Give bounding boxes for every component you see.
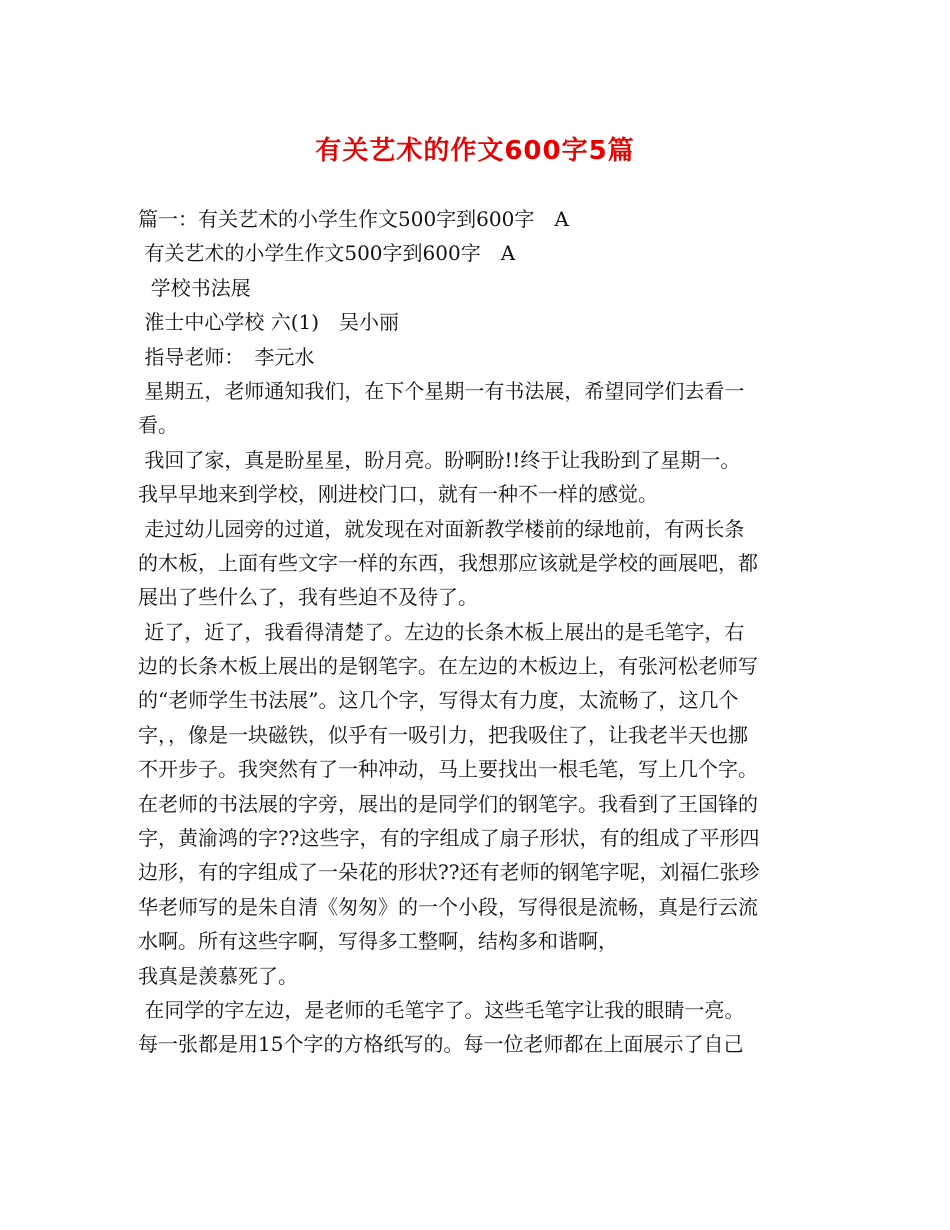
text-line: 字，黄渝鸿的字??这些字，有的字组成了扇子形状，有的组成了平形四 — [138, 826, 760, 851]
text-line: 展出了些什么了，我有些迫不及待了。 — [138, 585, 478, 610]
text-line: 华老师写的是朱自清《匆匆》的一个小段，写得很是流畅，真是行云流 — [138, 894, 758, 919]
text-line: 的木板，上面有些文字一样的东西，我想那应该就是学校的画展吧，都 — [138, 550, 758, 575]
text-line: 看。 — [138, 413, 178, 438]
text-line: 边形，有的字组成了一朵花的形状??还有老师的钢笔字呢，刘福仁张珍 — [138, 860, 760, 885]
text-line: 我回了家，真是盼星星，盼月亮。盼啊盼!!终于让我盼到了星期一。 — [138, 447, 741, 472]
text-line: 星期五，老师通知我们，在下个星期一有书法展，希望同学们去看一 — [138, 378, 745, 403]
text-line: 在老师的书法展的字旁，展出的是同学们的钢笔字。我看到了王国锋的 — [138, 791, 758, 816]
text-line: 不开步子。我突然有了一种冲动，马上要找出一根毛笔，写上几个字。 — [138, 757, 758, 782]
text-line: 的“老师学生书法展”。这几个字，写得太有力度，太流畅了，这几个 — [138, 688, 739, 713]
text-line: 学校书法展 — [138, 275, 251, 300]
text-line: 在同学的字左边，是老师的毛笔字了。这些毛笔字让我的眼睛一亮。 — [138, 997, 745, 1022]
document-title: 有关艺术的作文600字5篇 — [315, 136, 635, 166]
text-line: 每一张都是用15个字的方格纸写的。每一位老师都在上面展示了自己 — [138, 1032, 744, 1057]
text-line: 走过幼儿园旁的过道，就发现在对面新教学楼前的绿地前，有两长条 — [138, 516, 745, 541]
text-line: 淮士中心学校 六(1) 吴小丽 — [138, 310, 400, 335]
text-line: 边的长条木板上展出的是钢笔字。在左边的木板边上，有张河松老师写 — [138, 654, 758, 679]
text-line: 我早早地来到学校，刚进校门口，就有一种不一样的感觉。 — [138, 482, 658, 507]
text-line: 水啊。所有这些字啊，写得多工整啊，结构多和谐啊， — [138, 929, 618, 954]
text-line: 指导老师： 李元水 — [138, 344, 315, 369]
text-line: 近了，近了，我看得清楚了。左边的长条木板上展出的是毛笔字，右 — [138, 619, 745, 644]
document-body — [138, 202, 818, 1062]
text-line: 篇一：有关艺术的小学生作文500字到600字 A — [138, 207, 569, 231]
text-line: 我真是羡慕死了。 — [138, 963, 298, 988]
text-line: 有关艺术的小学生作文500字到600字 A — [138, 241, 516, 266]
text-line: 字，，像是一块磁铁，似乎有一吸引力，把我吸住了，让我老半天也挪 — [138, 722, 748, 747]
